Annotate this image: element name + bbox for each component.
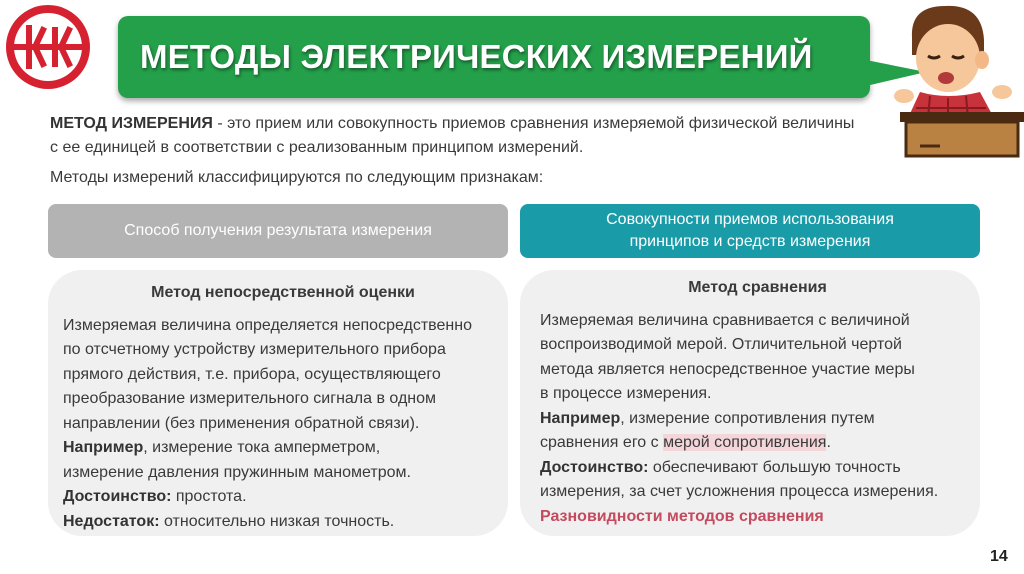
advantage-label: Достоинство: bbox=[540, 458, 649, 476]
example-text: , измерение сопротивления путем bbox=[620, 409, 875, 427]
drawback-text: относительно низкая точность. bbox=[159, 512, 395, 530]
advantage-label: Достоинство: bbox=[63, 488, 172, 505]
definition-text-line2: с ее единицей в соответствии с реализованным принципом измерений. bbox=[50, 139, 584, 156]
classification-text: Методы измерений классифицируются по следующим признакам: bbox=[50, 169, 544, 186]
example-line bbox=[63, 436, 503, 461]
varieties-link[interactable]: Разновидности методов сравнения bbox=[540, 507, 824, 525]
title-banner bbox=[118, 16, 870, 98]
example-label: Например bbox=[63, 439, 144, 456]
right-column-header-text bbox=[606, 209, 894, 253]
page-number: 14 bbox=[990, 548, 1008, 565]
page-title: МЕТОДЫ ЭЛЕКТРИЧЕСКИХ ИЗМЕРЕНИЙ bbox=[140, 38, 813, 75]
advantage-line-2: измерения, за счет усложнения процесса измерения. bbox=[540, 483, 939, 500]
advantage-text: обеспечивают большую точность bbox=[648, 458, 901, 476]
card-line: направлении (без применения обратной связи). bbox=[63, 414, 420, 432]
advantage-line bbox=[63, 485, 503, 510]
comparison-method-card bbox=[520, 270, 980, 536]
example-text-post: . bbox=[826, 434, 831, 451]
card-line: преобразование измерительного сигнала в одном bbox=[63, 390, 437, 407]
example-text: , измерение тока амперметром, bbox=[143, 439, 381, 456]
card-line: метода является непосредственное участие меры bbox=[540, 360, 915, 378]
example-line-2: измерение давления пружинным манометром. bbox=[63, 463, 411, 481]
left-column-header-text: Способ получения результата измерения bbox=[124, 222, 432, 239]
card-line: в процессе измерения. bbox=[540, 385, 712, 402]
rzd-logo-icon bbox=[3, 4, 93, 90]
example-line bbox=[540, 407, 975, 432]
advantage-text: простота. bbox=[171, 488, 247, 505]
card-title: Метод сравнения bbox=[688, 279, 827, 296]
drawback-line bbox=[63, 510, 503, 535]
example-line-2 bbox=[540, 431, 975, 456]
left-column-header bbox=[48, 204, 508, 258]
right-header-line1: Совокупности приемов использования bbox=[606, 211, 894, 228]
card-line: воспроизводимой мерой. Отличительной чертой bbox=[540, 336, 902, 353]
highlighted-phrase: мерой сопротивления bbox=[663, 434, 827, 451]
definition-term: МЕТОД ИЗМЕРЕНИЯ bbox=[50, 115, 213, 132]
right-column-header bbox=[520, 204, 980, 258]
definition-text-line1: - это прием или совокупность приемов сравнения измеряемой физической величины bbox=[212, 115, 855, 132]
card-line: Измеряемая величина определяется непосредственно bbox=[63, 316, 472, 334]
example-label: Например bbox=[540, 409, 621, 427]
card-line: по отсчетному устройству измерительного прибора bbox=[63, 341, 446, 358]
advantage-line bbox=[540, 456, 975, 481]
card-line: Измеряемая величина сравнивается с величиной bbox=[540, 311, 910, 329]
drawback-label: Недостаток: bbox=[63, 512, 160, 530]
card-line: прямого действия, т.е. прибора, осуществляющего bbox=[63, 365, 441, 383]
card-title: Метод непосредственной оценки bbox=[151, 284, 415, 301]
right-header-line2: принципов и средств измерения bbox=[629, 233, 871, 250]
direct-assessment-card bbox=[48, 270, 508, 536]
teacher-character-icon bbox=[890, 0, 1024, 160]
example-text-pre: сравнения его с bbox=[540, 434, 664, 451]
method-definition bbox=[50, 112, 900, 160]
